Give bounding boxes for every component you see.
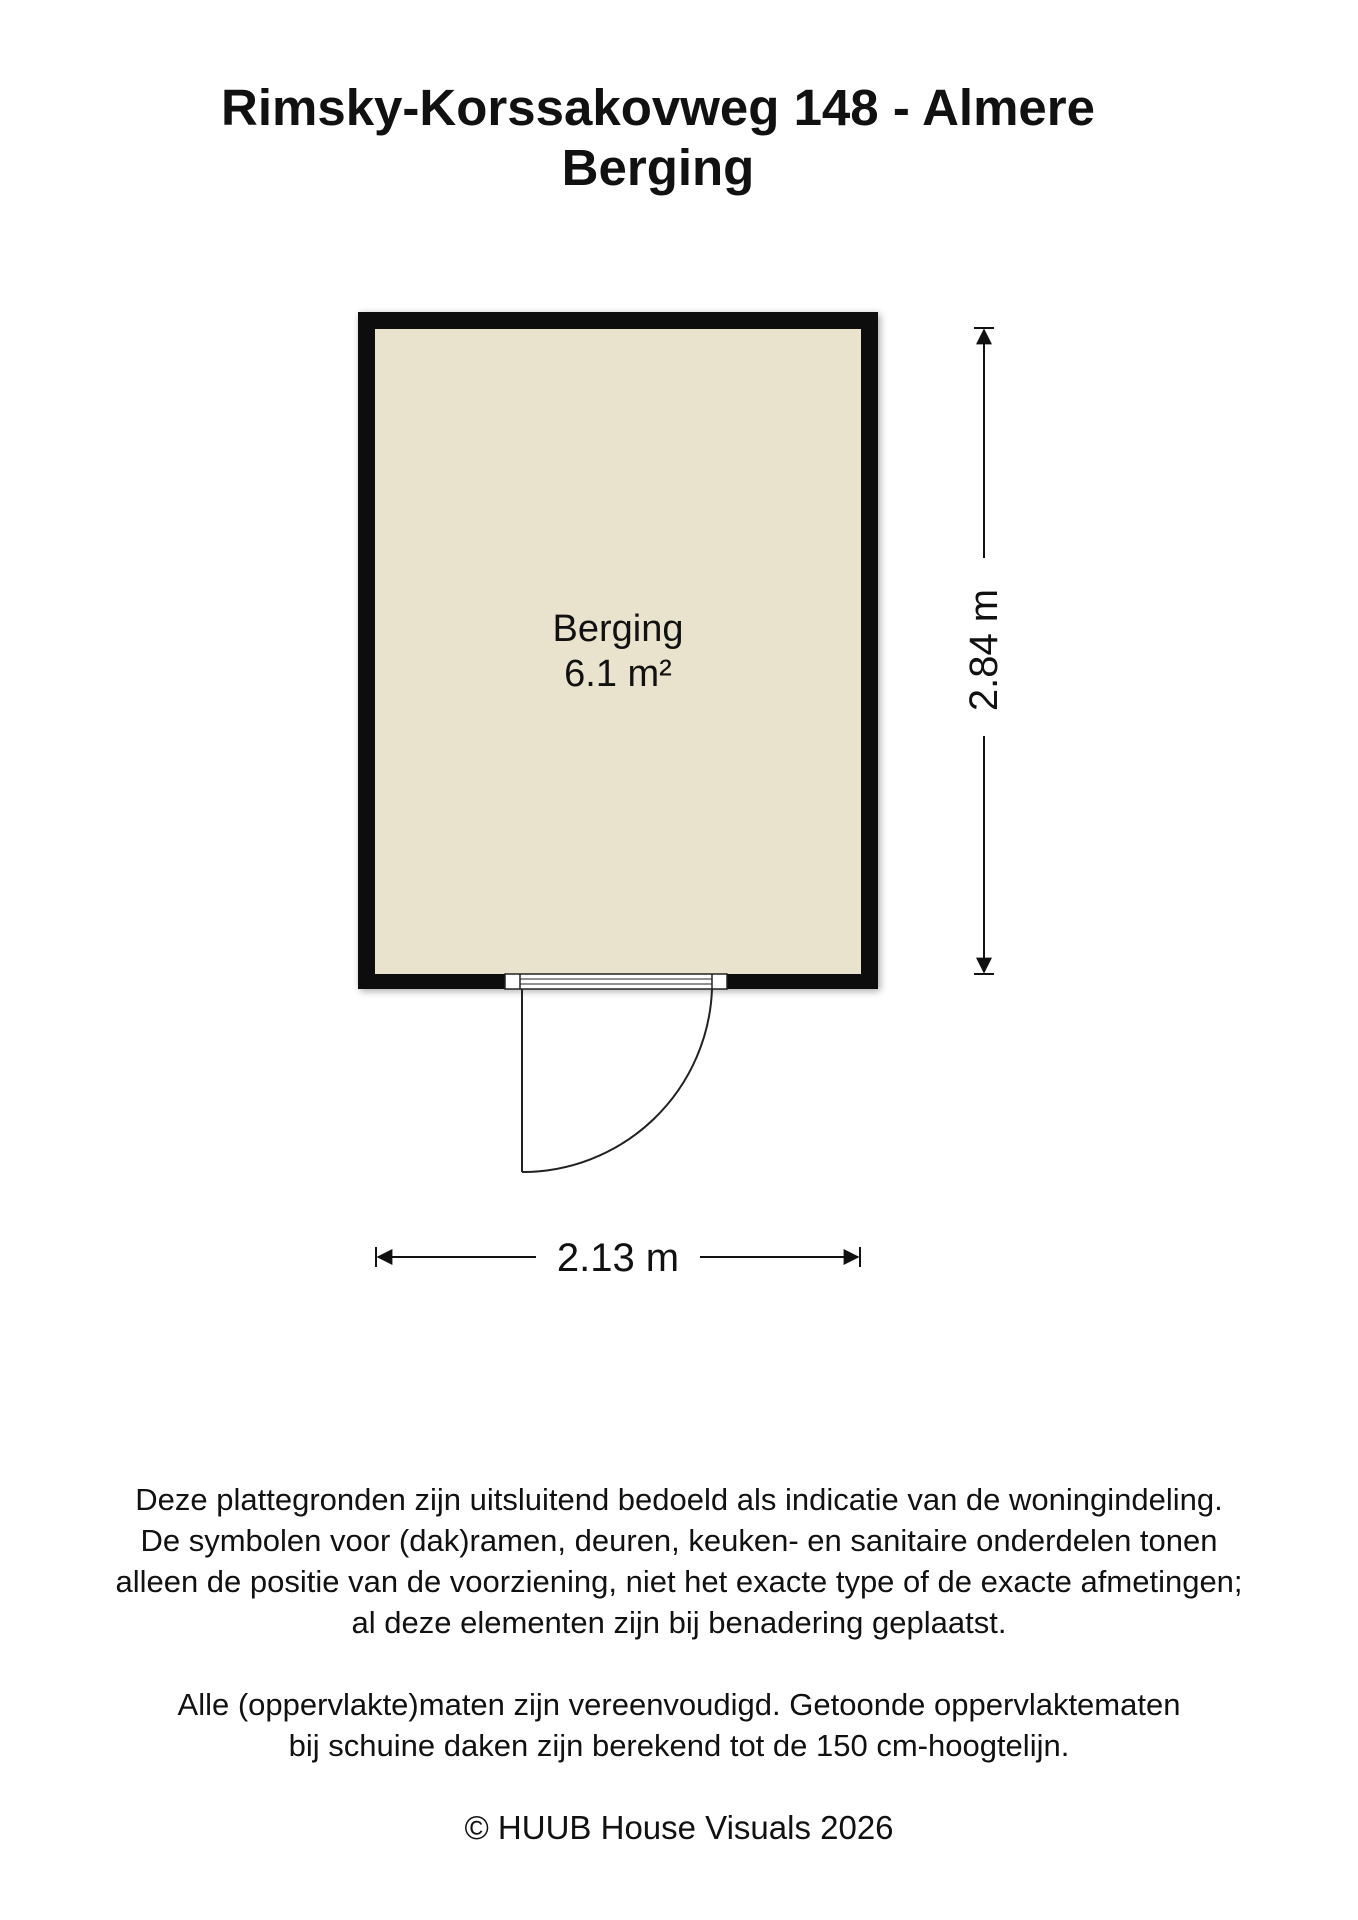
disclaimer-line: alleen de positie van de voorziening, niet het exacte type of de exacte afmetingen;	[115, 1564, 1243, 1599]
door-threshold	[505, 974, 727, 989]
disclaimer-line: De symbolen voor (dak)ramen, deuren, keuken- en sanitaire onderdelen tonen	[140, 1523, 1218, 1558]
disclaimer	[0, 1479, 1358, 1766]
height-dimension	[962, 328, 1006, 974]
disclaimer-line: al deze elementen zijn bij benadering geplaatst.	[351, 1605, 1007, 1640]
floor-title: Berging	[561, 139, 755, 196]
width-dimension	[376, 1236, 860, 1280]
room-floor	[375, 329, 861, 974]
disclaimer-line: Deze plattegronden zijn uitsluitend bedoeld als indicatie van de woningindeling.	[135, 1482, 1223, 1517]
height-dimension-label: 2.84 m	[962, 588, 1006, 712]
room-area-label: 6.1 m²	[564, 653, 672, 695]
address-title: Rimsky-Korssakovweg 148 - Almere	[220, 79, 1096, 136]
disclaimer-spacer	[0, 1643, 1358, 1684]
width-dimension-label: 2.13 m	[556, 1236, 680, 1280]
room-name-label: Berging	[552, 608, 684, 650]
disclaimer-line: bij schuine daken zijn berekend tot de 150 cm-hoogtelijn.	[288, 1728, 1070, 1763]
copyright-notice: © HUUB House Visuals 2026	[464, 1809, 894, 1846]
door-swing	[522, 989, 712, 1172]
disclaimer-line: Alle (oppervlakte)maten zijn vereenvoudigd. Getoonde oppervlaktematen	[177, 1687, 1181, 1722]
